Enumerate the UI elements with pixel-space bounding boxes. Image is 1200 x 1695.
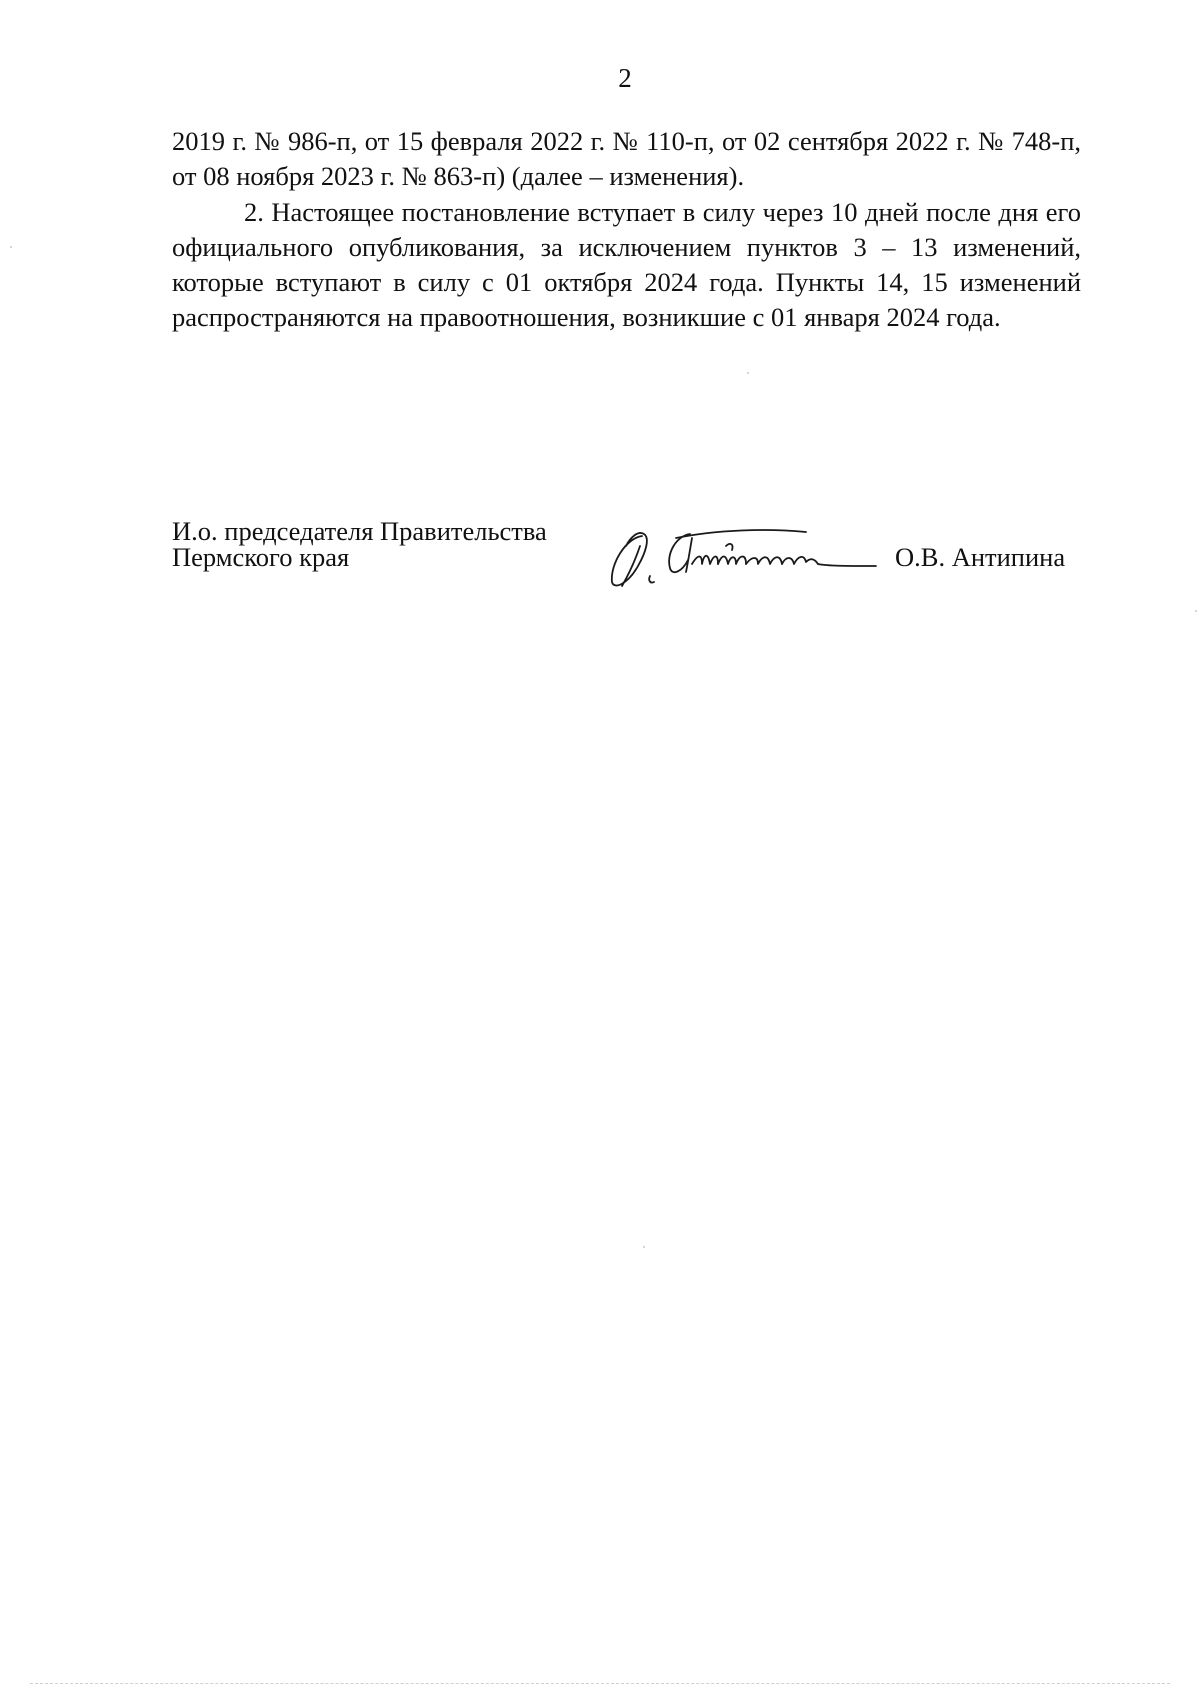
page-number: 2 — [618, 63, 632, 93]
document-body — [172, 124, 1081, 336]
body-paragraph-effective-date: 2. Настоящее постановление вступает в силу через 10 дней после дня его официального опубликования, за исключением пунктов 3 – 13 изменений, которые вступают в силу с 01 октября 2024 года. Пункты 14, 15 изменений распространяются на правоотношения, возникшие с 01 января 2024 года. — [172, 196, 1081, 333]
scan-speck — [10, 246, 12, 248]
signatory-position-line-2: Пермского края — [172, 542, 350, 572]
scan-speck — [643, 1246, 645, 1248]
scan-bottom-edge — [30, 1683, 1170, 1684]
handwritten-signature — [606, 524, 891, 592]
signatory-position — [172, 518, 547, 570]
scan-speck — [747, 372, 749, 374]
scan-speck — [1195, 610, 1197, 612]
signatory-name: О.В. Антипина — [895, 542, 1066, 572]
signatory-position-line-1: И.о. председателя Правительства — [172, 516, 547, 546]
body-paragraph-continuation: 2019 г. № 986-п, от 15 февраля 2022 г. № 110-п, от 02 сентября 2022 г. № 748-п, от 08 ноября 2023 г. № 863-п) (далее – изменения). — [172, 126, 1081, 192]
